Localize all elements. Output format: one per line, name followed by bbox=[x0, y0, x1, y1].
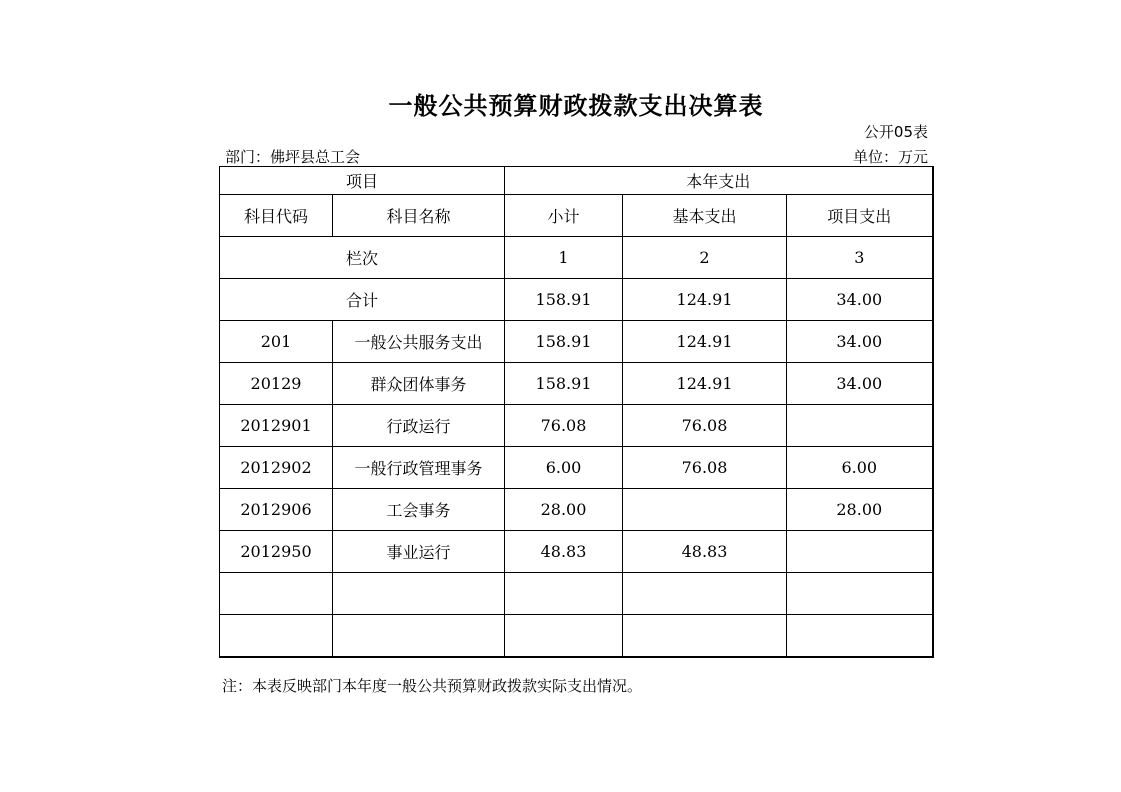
row-subtotal: 48.83 bbox=[505, 531, 623, 573]
row-basic: 124.91 bbox=[623, 363, 787, 405]
row-project: 28.00 bbox=[787, 489, 933, 531]
column-index-label: 栏次 bbox=[220, 237, 505, 279]
row-basic: 48.83 bbox=[623, 531, 787, 573]
table-row bbox=[220, 447, 933, 489]
department-label: 部门：佛坪县总工会 bbox=[225, 148, 361, 166]
row-name: 工会事务 bbox=[333, 489, 505, 531]
table-row bbox=[220, 363, 933, 405]
row-basic: 76.08 bbox=[623, 405, 787, 447]
row-name: 一般公共服务支出 bbox=[333, 321, 505, 363]
row-code: 2012950 bbox=[220, 531, 333, 573]
header-code: 科目代码 bbox=[220, 195, 333, 237]
header-name: 科目名称 bbox=[333, 195, 505, 237]
row-subtotal: 158.91 bbox=[505, 321, 623, 363]
row-code: 201 bbox=[220, 321, 333, 363]
table-row bbox=[220, 531, 933, 573]
column-index-2: 2 bbox=[623, 237, 787, 279]
table-row bbox=[220, 615, 933, 658]
row-project: 34.00 bbox=[787, 321, 933, 363]
row-code: 2012902 bbox=[220, 447, 333, 489]
row-code bbox=[220, 573, 333, 615]
row-project bbox=[787, 615, 933, 658]
row-subtotal: 6.00 bbox=[505, 447, 623, 489]
header-project: 项目支出 bbox=[787, 195, 933, 237]
row-name: 行政运行 bbox=[333, 405, 505, 447]
unit-label: 单位：万元 bbox=[852, 148, 928, 166]
row-name: 事业运行 bbox=[333, 531, 505, 573]
total-label: 合计 bbox=[220, 279, 505, 321]
total-subtotal: 158.91 bbox=[505, 279, 623, 321]
header-subtotal: 小计 bbox=[505, 195, 623, 237]
row-name bbox=[333, 615, 505, 658]
row-subtotal: 28.00 bbox=[505, 489, 623, 531]
row-basic: 124.91 bbox=[623, 321, 787, 363]
column-index-3: 3 bbox=[787, 237, 933, 279]
row-basic: 76.08 bbox=[623, 447, 787, 489]
header-row-2 bbox=[220, 195, 933, 237]
row-subtotal bbox=[505, 615, 623, 658]
row-project: 34.00 bbox=[787, 363, 933, 405]
report-title: 一般公共预算财政拨款支出决算表 bbox=[388, 92, 764, 120]
row-subtotal: 158.91 bbox=[505, 363, 623, 405]
header-item: 项目 bbox=[220, 167, 505, 195]
form-number: 公开05表 bbox=[863, 123, 928, 141]
total-project: 34.00 bbox=[787, 279, 933, 321]
table-row bbox=[220, 573, 933, 615]
row-subtotal: 76.08 bbox=[505, 405, 623, 447]
row-project bbox=[787, 405, 933, 447]
table-row bbox=[220, 489, 933, 531]
column-index-row bbox=[220, 237, 933, 279]
row-project: 6.00 bbox=[787, 447, 933, 489]
row-basic bbox=[623, 489, 787, 531]
row-basic bbox=[623, 573, 787, 615]
header-basic: 基本支出 bbox=[623, 195, 787, 237]
row-subtotal bbox=[505, 573, 623, 615]
row-code: 20129 bbox=[220, 363, 333, 405]
footnote: 注：本表反映部门本年度一般公共预算财政拨款实际支出情况。 bbox=[222, 677, 643, 695]
row-project bbox=[787, 531, 933, 573]
row-name bbox=[333, 573, 505, 615]
total-basic: 124.91 bbox=[623, 279, 787, 321]
column-index-1: 1 bbox=[505, 237, 623, 279]
table-row bbox=[220, 321, 933, 363]
row-project bbox=[787, 573, 933, 615]
row-basic bbox=[623, 615, 787, 658]
expenditure-table bbox=[219, 166, 934, 658]
row-name: 一般行政管理事务 bbox=[333, 447, 505, 489]
total-row bbox=[220, 279, 933, 321]
row-code: 2012901 bbox=[220, 405, 333, 447]
header-current-year: 本年支出 bbox=[505, 167, 933, 195]
row-code: 2012906 bbox=[220, 489, 333, 531]
table-row bbox=[220, 405, 933, 447]
row-name: 群众团体事务 bbox=[333, 363, 505, 405]
header-row-1 bbox=[220, 167, 933, 195]
row-code bbox=[220, 615, 333, 658]
